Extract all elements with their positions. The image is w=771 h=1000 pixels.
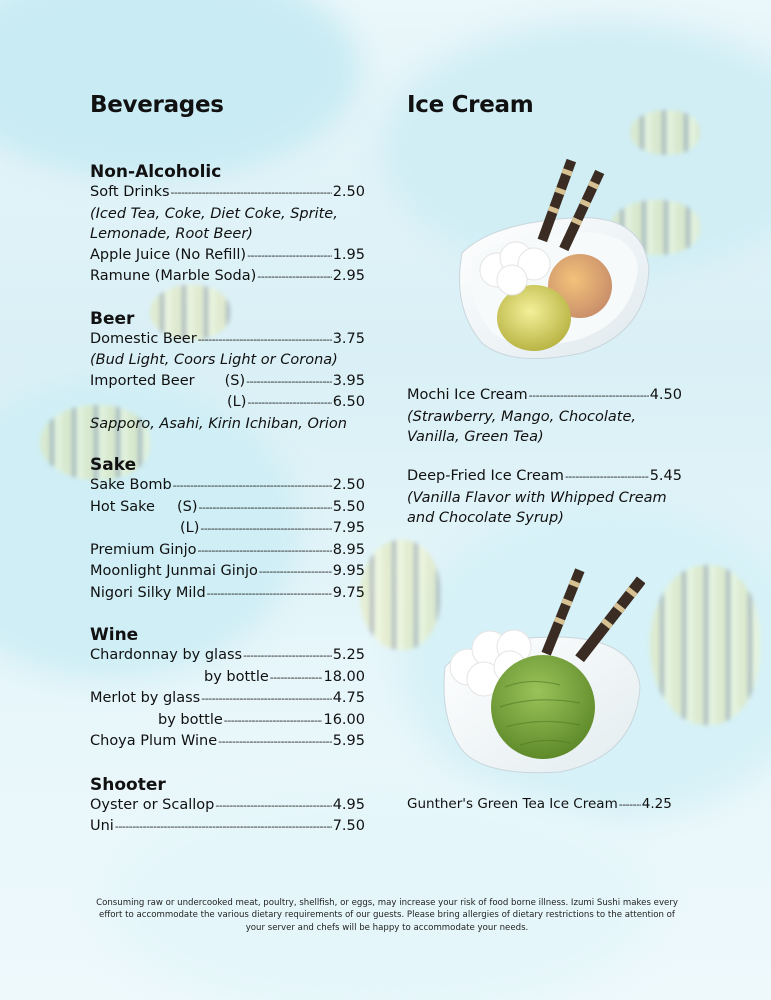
allergy-disclaimer: Consuming raw or undercooked meat, poultry, shellfish, or eggs, may increase your risk of food borne illness. Izumi Sushi makes every effort to accommodate the various dietary requirements of our guests. Please bring allergies of dietary restrictions to the attention of your server and chefs will be happy to accommodate your needs. bbox=[96, 898, 678, 933]
menu-item-chardonnay-glass: Chardonnay by glass ----- 5.25 bbox=[90, 645, 365, 667]
beverages-column bbox=[90, 92, 365, 838]
mochi-description: (Strawberry, Mango, Chocolate, Vanilla, Green Tea) bbox=[407, 408, 637, 445]
beverages-title: Beverages bbox=[90, 92, 224, 118]
gunther-item-block bbox=[407, 794, 682, 816]
menu-item-mochi-ice-cream: Mochi Ice Cream ----- 4.50 bbox=[407, 385, 682, 407]
mochi-ice-cream-photo bbox=[452, 158, 657, 368]
shooter-section bbox=[90, 775, 365, 838]
menu-item-hot-sake-small: Hot Sake (S) ----- 5.50 bbox=[90, 497, 365, 519]
menu-item-merlot-glass: Merlot by glass ----- 4.75 bbox=[90, 688, 365, 710]
menu-item-premium-ginjo: Premium Ginjo ----- 8.95 bbox=[90, 540, 365, 562]
menu-item-moonlight-junmai-ginjo: Moonlight Junmai Ginjo ----- 9.95 bbox=[90, 561, 365, 583]
menu-item-domestic-beer: Domestic Beer ----- 3.75 bbox=[90, 329, 365, 351]
shooter-heading: Shooter bbox=[90, 774, 166, 795]
menu-item-imported-beer-small: Imported Beer (S) ----- 3.95 bbox=[90, 371, 365, 393]
mochi-item-block bbox=[407, 385, 682, 448]
menu-item-merlot-bottle: by bottle ----- 16.00 bbox=[90, 710, 365, 732]
menu-item-sake-bomb: Sake Bomb ----- 2.50 bbox=[90, 475, 365, 497]
ice-cream-column bbox=[407, 92, 682, 118]
menu-item-ramune: Ramune (Marble Soda) ----- 2.95 bbox=[90, 266, 365, 288]
menu-item-hot-sake-large: (L) ----- 7.95 bbox=[90, 518, 365, 540]
green-tea-ice-cream-photo bbox=[440, 567, 645, 777]
non-alcoholic-heading: Non-Alcoholic bbox=[90, 162, 222, 182]
imported-beer-description: Sapporo, Asahi, Kirin Ichiban, Orion bbox=[90, 415, 347, 432]
ice-cream-title: Ice Cream bbox=[407, 92, 534, 118]
menu-item-choya-plum-wine: Choya Plum Wine ----- 5.95 bbox=[90, 731, 365, 753]
menu-item-uni: Uni ----- 7.50 bbox=[90, 816, 365, 838]
menu-item-nigori-silky-mild: Nigori Silky Mild ----- 9.75 bbox=[90, 583, 365, 605]
sake-section bbox=[90, 455, 365, 604]
domestic-beer-description: (Bud Light, Coors Light or Corona) bbox=[90, 352, 338, 368]
beer-section bbox=[90, 309, 365, 435]
soft-drinks-description: (Iced Tea, Coke, Diet Coke, Sprite, Lemonade, Root Beer) bbox=[90, 205, 338, 242]
menu-item-oyster-scallop: Oyster or Scallop ----- 4.95 bbox=[90, 795, 365, 817]
menu-item-gunthers-green-tea: Gunther's Green Tea Ice Cream ----- 4.25 bbox=[407, 794, 682, 816]
menu-item-apple-juice: Apple Juice (No Refill) ----- 1.95 bbox=[90, 245, 365, 267]
wine-heading: Wine bbox=[90, 625, 139, 645]
non-alcoholic-section bbox=[90, 162, 365, 288]
beer-heading: Beer bbox=[90, 308, 135, 329]
menu-item-imported-beer-large: (L) ----- 6.50 bbox=[90, 392, 365, 414]
menu-item-deep-fried-ice-cream: Deep-Fried Ice Cream ----- 5.45 bbox=[407, 466, 682, 488]
deep-fried-item-block bbox=[407, 466, 682, 529]
wine-section bbox=[90, 625, 365, 753]
deep-fried-description: (Vanilla Flavor with Whipped Cream and Chocolate Syrup) bbox=[407, 489, 667, 526]
menu-item-chardonnay-bottle: by bottle ----- 18.00 bbox=[90, 667, 365, 689]
sake-heading: Sake bbox=[90, 455, 137, 475]
menu-item-soft-drinks: Soft Drinks ----- 2.50 bbox=[90, 182, 365, 204]
